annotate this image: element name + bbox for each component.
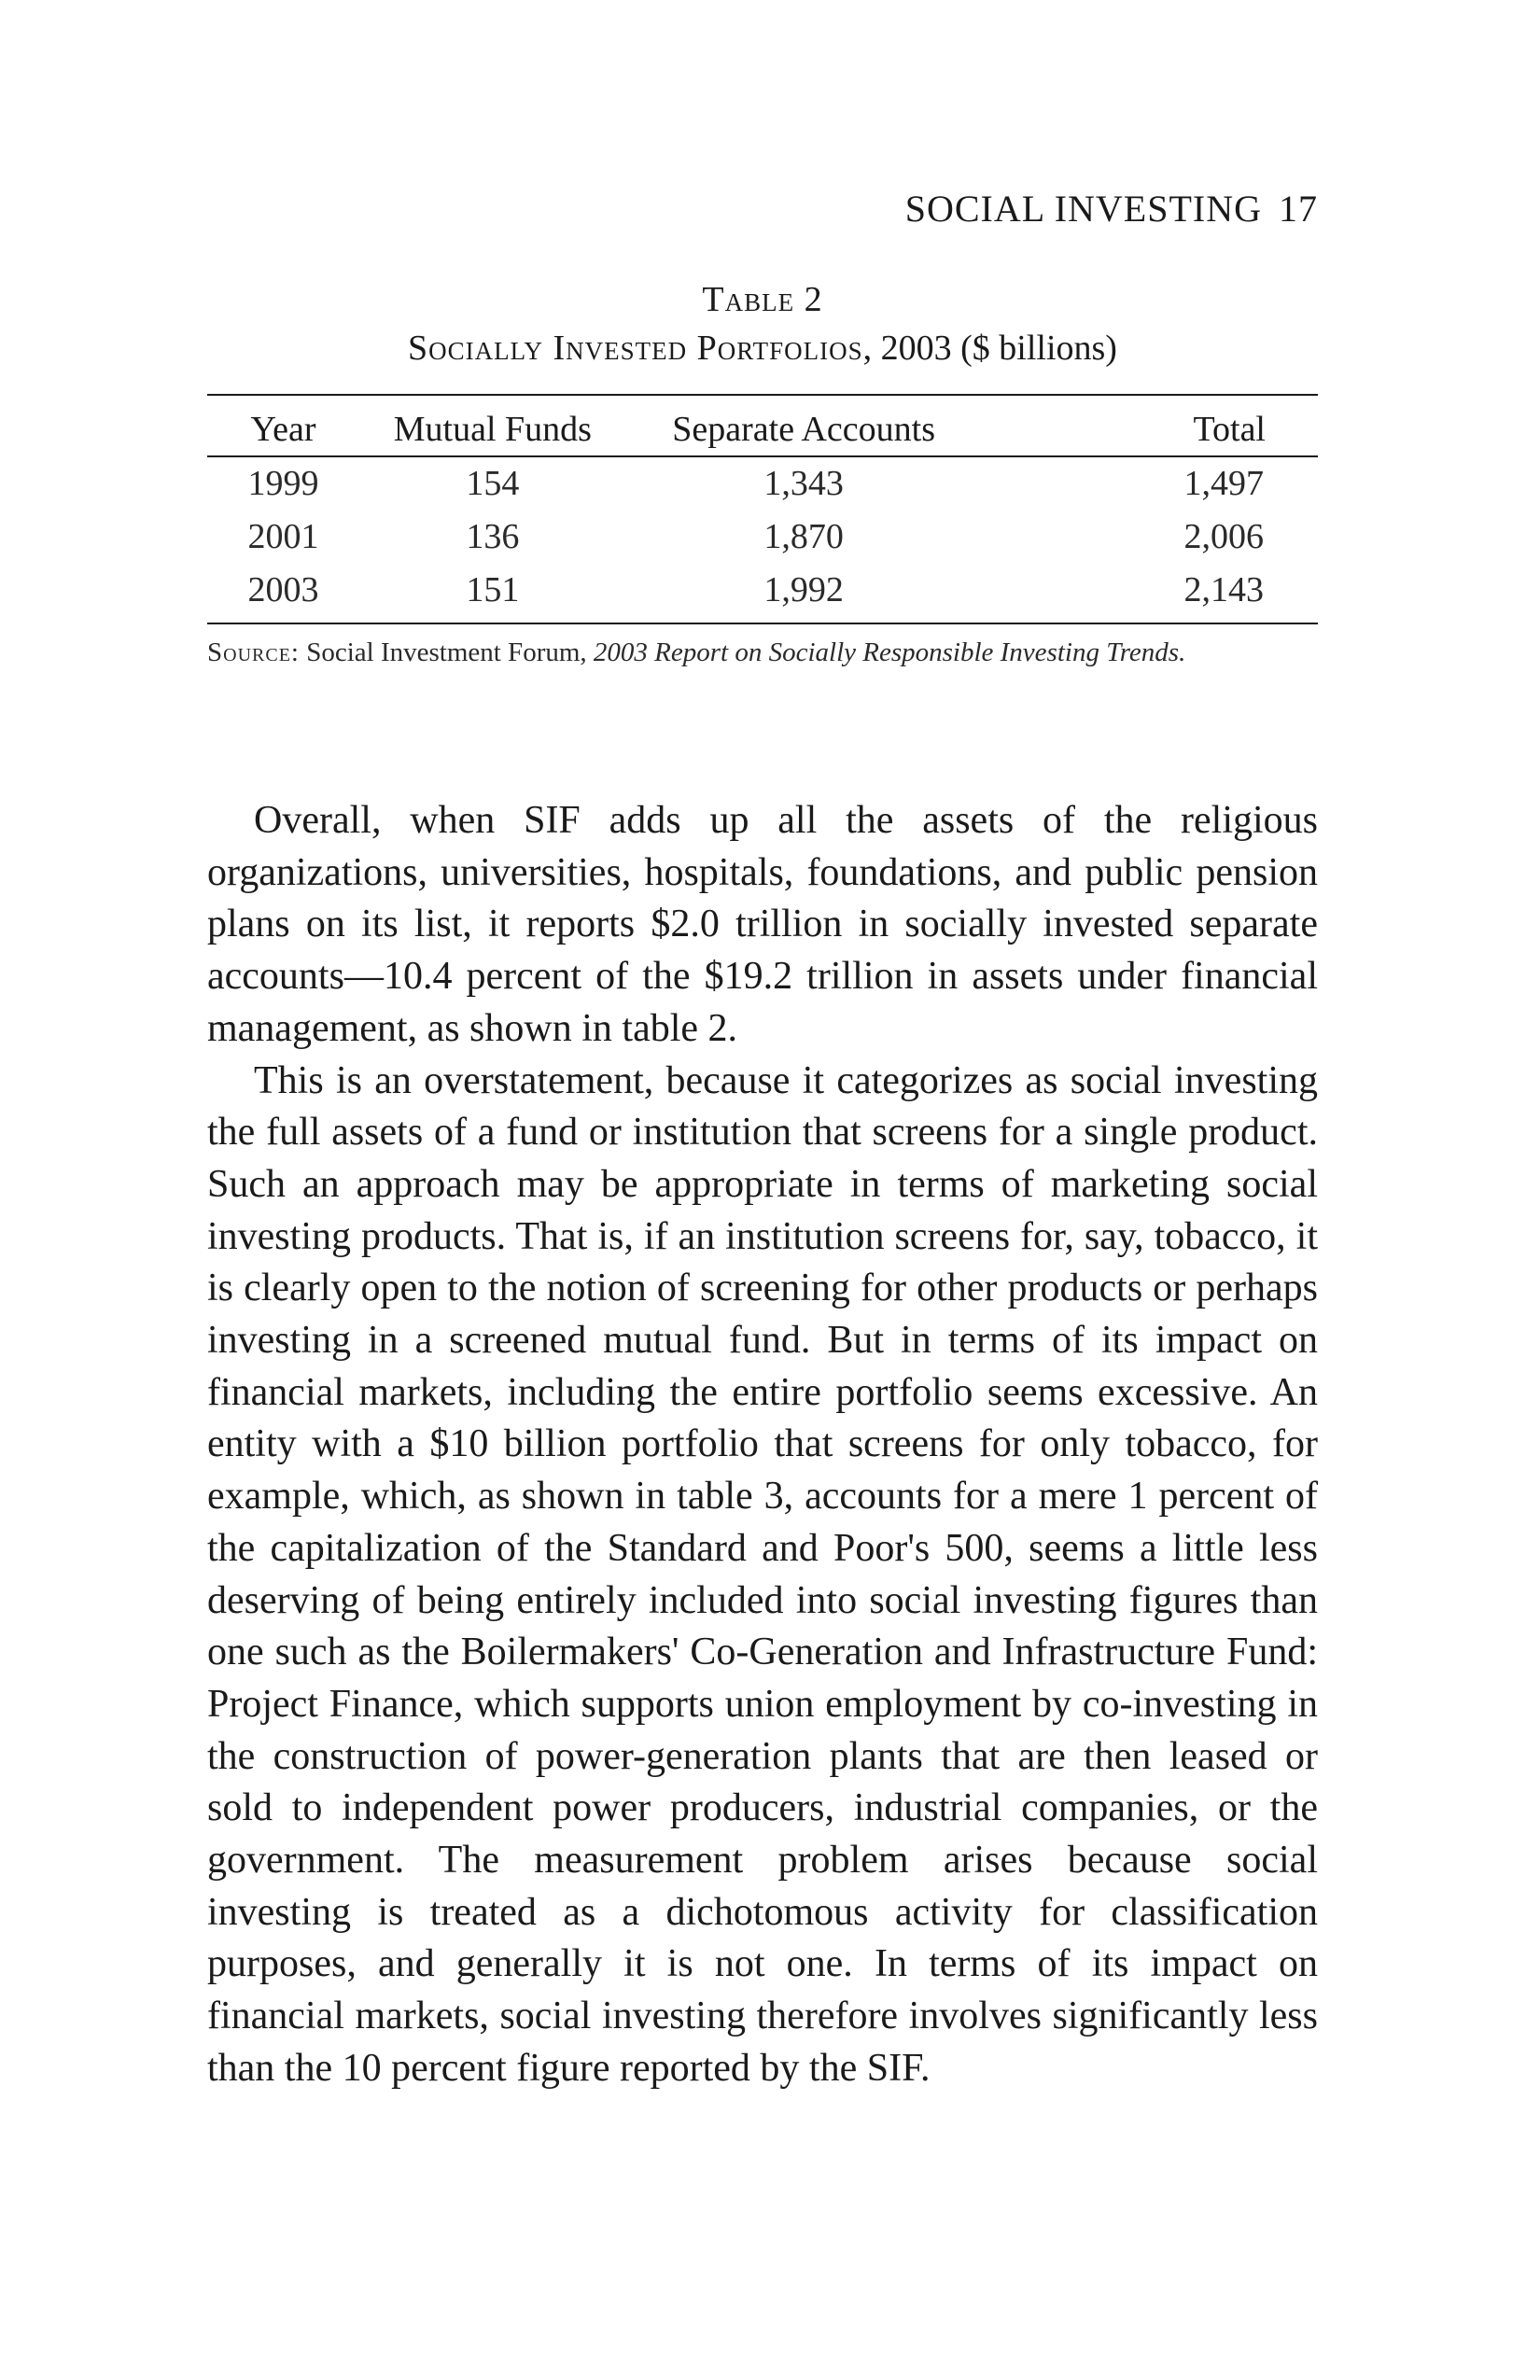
column-header-total: Total xyxy=(982,395,1318,456)
running-title: SOCIAL INVESTING xyxy=(904,188,1262,230)
source-report-title: 2003 Report on Socially Responsible Investing Trends. xyxy=(593,637,1186,667)
source-label: Source: xyxy=(207,637,300,667)
table-label: Table 2 xyxy=(702,280,823,319)
cell-separate-accounts: 1,870 xyxy=(763,517,844,556)
table-header-row xyxy=(207,395,1318,456)
table-row xyxy=(207,564,1318,623)
table-title xyxy=(207,323,1318,373)
cell-mutual-funds: 136 xyxy=(466,517,520,556)
column-header-separate-accounts: Separate Accounts xyxy=(626,395,982,456)
cell-separate-accounts: 1,992 xyxy=(626,564,982,623)
table-row xyxy=(207,511,1318,564)
running-head xyxy=(905,187,1318,231)
cell-total: 1,497 xyxy=(1183,464,1264,503)
table-title-main: Socially Invested Portfolios xyxy=(408,329,863,368)
column-header-year: Year xyxy=(207,395,359,456)
page-number: 17 xyxy=(1279,188,1318,230)
cell-year: 2001 xyxy=(247,517,319,556)
cell-total: 2,006 xyxy=(1183,517,1264,556)
cell-mutual-funds: 154 xyxy=(466,464,520,503)
table-source-note xyxy=(207,637,1318,668)
body-text xyxy=(207,795,1318,2095)
column-header-mutual-funds: Mutual Funds xyxy=(359,395,626,456)
cell-total: 2,143 xyxy=(982,564,1318,623)
table-row xyxy=(207,456,1318,511)
table-block xyxy=(207,276,1318,668)
paragraph: Overall, when SIF adds up all the assets of the religious organizations, universities, hospitals, foundations, and public pension plans on its list, it reports $2.0 trillion in socially invested separate accounts—10.4 percent of the $19.2 trillion in assets under financial management, as shown in table 2. xyxy=(207,799,1318,1050)
data-table xyxy=(207,394,1318,624)
source-text: Social Investment Forum, xyxy=(299,637,594,667)
cell-separate-accounts: 1,343 xyxy=(763,464,844,503)
table-title-rest: , 2003 ($ billions) xyxy=(862,329,1117,368)
paragraph: This is an overstatement, because it categorizes as social investing the full assets of a fund or institution that screens for a single product. Such an approach may be appropriate in terms of marketing social investing products. That is, if an institution screens for, say, tobacco, it is clearly open to the notion of screening for other products or perhaps investing in a screened mutual fund. But in terms of its impact on financial markets, including the entire portfolio seems excessive. An entity with a $10 billion portfolio that screens for only tobacco, for example, which, as shown in table 3, accounts for a mere 1 percent of the capitalization of the Standard and Poor's 500, seems a little less deserving of being entirely included into social investing figures than one such as the Boilermakers' Co-Generation and Infrastructure Fund: Project Finance, which supports union employment by co-investing in the construction of power-generation plants that are then leased or sold to independent power producers, industrial companies, or the government. The measurement problem arises because social investing is treated as a dichotomous activity for classification purposes, and generally it is not one. In terms of its impact on financial markets, social investing therefore involves significantly less than the 10 percent figure reported by the SIF. xyxy=(207,1058,1318,2090)
cell-year: 1999 xyxy=(247,464,319,503)
cell-year: 2003 xyxy=(207,564,359,623)
cell-mutual-funds: 151 xyxy=(359,564,626,623)
